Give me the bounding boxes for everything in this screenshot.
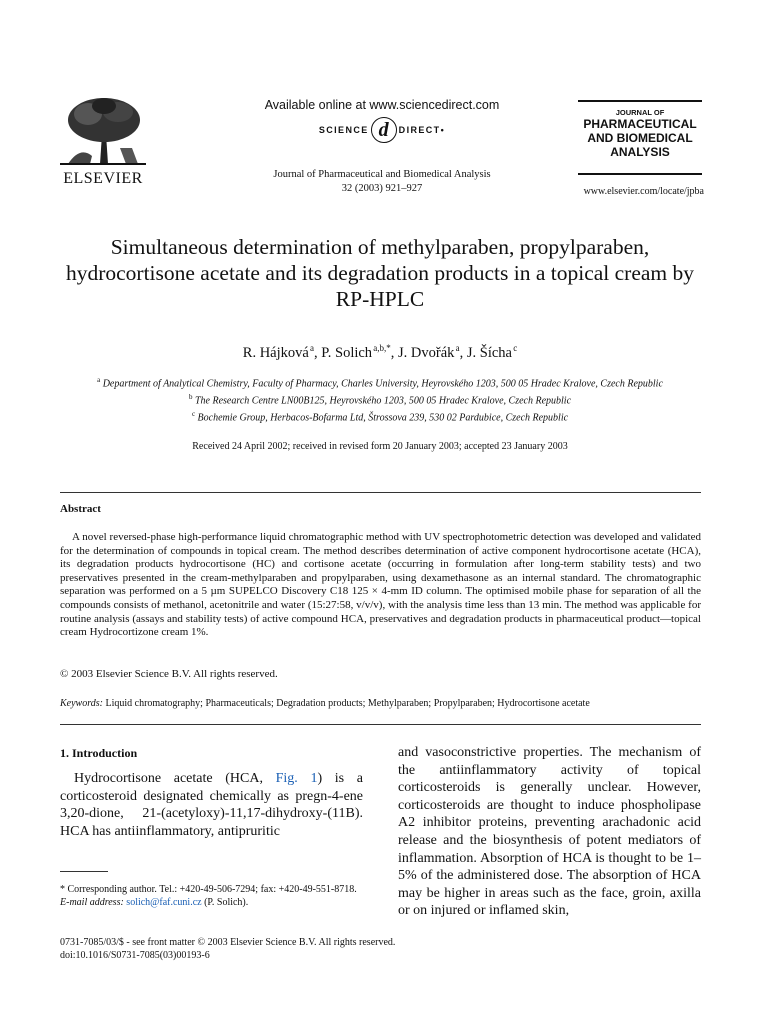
intro-paragraph-right: and vasoconstrictive properties. The mechanism of the antiinflammatory activity of topical corticosteroids is generally unclear. However, corticosteroids are thought to induce phospholipase A2 inhibitor proteins, preventing arachadonic acid release and the biosynthesis of potent mediators of inflammation. Absorption of HCA is thought to be 1–5% of the administered dose. The absorption of HCA may be higher in areas such as the face, groin, axilla or on injured or inflamed skin, bbox=[398, 745, 701, 919]
keywords-label: Keywords: bbox=[60, 698, 103, 709]
sd-logo-left: SCIENCE bbox=[318, 125, 369, 135]
received-dates: Received 24 April 2002; received in revised form 20 January 2003; accepted 23 January 2003 bbox=[192, 441, 568, 452]
author-name[interactable]: J. Dvořák bbox=[398, 344, 455, 361]
article-title: Simultaneous determination of methylparaben, propylparaben, hydrocortisone acetate and its degradation products in a topical cream by RP-HPLC bbox=[65, 235, 695, 311]
masthead-line2: AND BIOMEDICAL bbox=[587, 131, 693, 145]
author-affiliation-mark: a bbox=[310, 343, 315, 353]
masthead-of: JOURNAL OF bbox=[615, 108, 665, 117]
masthead-line1: PHARMACEUTICAL bbox=[583, 117, 697, 131]
email-line bbox=[60, 897, 363, 910]
left-column bbox=[60, 746, 363, 840]
email-suffix: (P. Solich). bbox=[201, 896, 249, 908]
sd-logo-right: DIRECT• bbox=[398, 125, 446, 135]
front-matter bbox=[60, 936, 700, 962]
affiliation-item bbox=[60, 408, 700, 425]
email-link[interactable]: solich@faf.cuni.cz bbox=[126, 896, 202, 908]
figure-link[interactable]: Fig. 1 bbox=[275, 771, 318, 786]
footnote bbox=[60, 884, 363, 910]
abstract-top-rule bbox=[60, 492, 701, 493]
masthead-line3: ANALYSIS bbox=[610, 145, 670, 159]
journal-name-line: Journal of Pharmaceutical and Biomedical Analysis bbox=[273, 169, 491, 180]
affiliation-text: The Research Centre LN00B125, Heyrovského 1203, 500 05 Hradec Kralove, Czech Republic bbox=[194, 395, 572, 407]
affiliation-text: Department of Analytical Chemistry, Faculty of Pharmacy, Charles University, Heyrovského 1203, 500 05 Hradec Kralove, Czech Republic bbox=[102, 378, 663, 390]
author-affiliation-mark: c bbox=[513, 343, 518, 353]
issn-line: 0731-7085/03/$ - see front matter © 2003 Elsevier Science B.V. All rights reserved. bbox=[60, 937, 396, 948]
author-name[interactable]: P. Solich bbox=[321, 344, 373, 361]
intro-text-part: Hydrocortisone acetate (HCA, bbox=[74, 771, 276, 786]
doi-line[interactable]: doi:10.1016/S0731-7085(03)00193-6 bbox=[60, 950, 210, 961]
elsevier-tree-logo bbox=[60, 96, 146, 166]
affiliation-mark: a bbox=[97, 376, 101, 384]
sciencedirect-logo bbox=[302, 114, 462, 146]
journal-url[interactable]: www.elsevier.com/locate/jpba bbox=[583, 186, 704, 197]
affiliation-text: Bochemie Group, Herbacos-Bofarma Ltd, Štrossova 239, 530 02 Pardubice, Czech Republic bbox=[197, 411, 569, 423]
abstract-copyright: © 2003 Elsevier Science B.V. All rights reserved. bbox=[60, 668, 278, 680]
journal-reference bbox=[232, 168, 532, 196]
abstract-text: A novel reversed-phase high-performance liquid chromatographic method with UV spectrophotometric detection was developed and validated for the determination of compounds in topical cream. The method describes determination of active component hydrocortisone acetate (HCA), its degradation products hydrocortisone (HC) and cortisone acetate (occurring in formulation after long-term stability tests) and two preservatives presented in the cream-methylparaben and propylparaben, using dexamethasone as an internal standard. The chromatographic separation was performed on a 5 µm SUPELCO Discovery C18 125 × 4-mm ID column. The optimised mobile phase for separation of all the compounds consists of methanol, acetonitrile and water (15:27:58, v/v/v), with the analysis time less than 13 min. The method was applicable for routine analysis (assays and stability tests) of active compound HCA, preservatives and degradation products in pharmaceutical product—topical cream Hydrocortizone cream 1%. bbox=[60, 531, 701, 639]
keywords bbox=[60, 698, 701, 709]
author-name[interactable]: J. Šícha bbox=[466, 344, 512, 361]
author-affiliation-mark: a,b,* bbox=[373, 343, 391, 353]
masthead-rule bbox=[578, 100, 702, 102]
available-online-text: Available online at www.sciencedirect.com bbox=[264, 98, 500, 112]
section-heading-introduction: 1. Introduction bbox=[60, 746, 138, 760]
masthead-bottom-rule bbox=[578, 173, 702, 175]
keywords-list: Liquid chromatography; Pharmaceuticals; Degradation products; Methylparaben; Propylparaben; Hydrocortisone acetate bbox=[105, 698, 590, 709]
abstract-body bbox=[60, 531, 701, 640]
right-column bbox=[398, 744, 701, 920]
affiliation-item bbox=[60, 374, 700, 391]
author-affiliation-mark: a bbox=[455, 343, 460, 353]
affiliation-mark: b bbox=[188, 392, 193, 401]
email-label: E-mail address: bbox=[60, 896, 124, 908]
affiliation-mark: c bbox=[191, 409, 196, 418]
footnote-rule bbox=[60, 871, 108, 872]
corresponding-author-note: * Corresponding author. Tel.: +420-49-506-7294; fax: +420-49-551-8718. bbox=[60, 884, 357, 895]
intro-text-part: ) is a corticosteroid designated chemically as pregn-4-ene 3,20-dione, 21-(acetyloxy)-11,17-dihydroxy-(11B). HCA has antiinflammatory, antipruritic bbox=[60, 771, 363, 839]
affiliations bbox=[60, 374, 700, 424]
sd-logo-mark: d bbox=[371, 117, 397, 143]
author-list: R. Hájková $^a$, P. Solich $^{a,b,*}$, J. Dvořák $^a$, J. Šícha $^c$ bbox=[242, 343, 518, 361]
author-name[interactable]: R. Hájková bbox=[242, 344, 309, 361]
affiliation-item bbox=[60, 391, 700, 408]
intro-paragraph-left bbox=[60, 770, 363, 840]
journal-volume-line: 32 (2003) 921–927 bbox=[341, 183, 423, 194]
publisher-name: ELSEVIER bbox=[63, 170, 143, 187]
abstract-bottom-rule bbox=[60, 724, 701, 725]
journal-masthead bbox=[578, 100, 702, 175]
abstract-heading: Abstract bbox=[60, 503, 101, 515]
